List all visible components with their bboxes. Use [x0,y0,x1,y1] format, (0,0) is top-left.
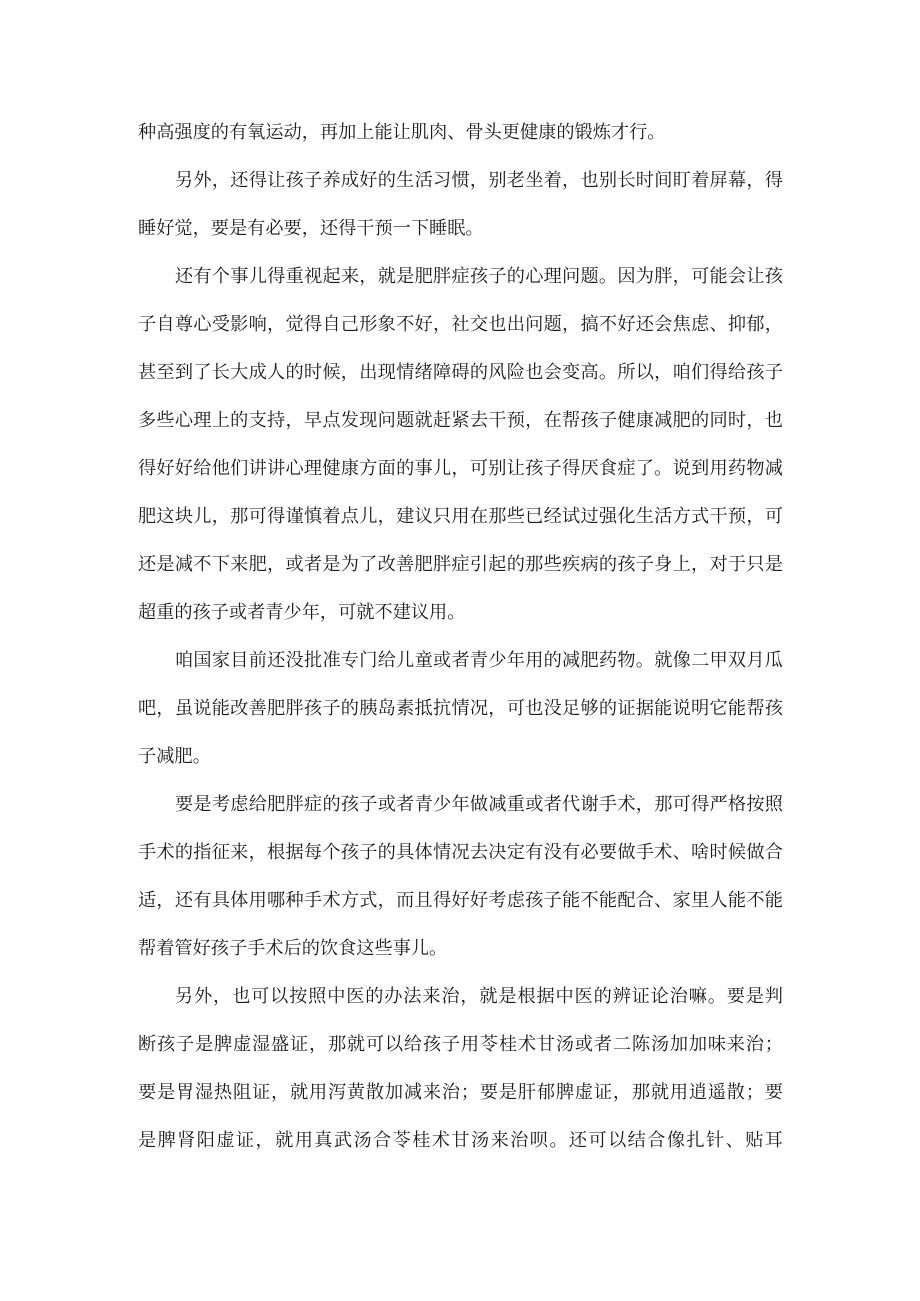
text-line: 子减肥。 [138,746,211,767]
text-line: 吧，虽说能改善肥胖孩子的胰岛素抵抗情况，可也没足够的证据能说明它能帮孩 [138,698,783,719]
paragraph [138,973,783,1165]
text-line: 手术的指征来，根据每个孩子的具体情况去决定有没有必要做手术、啥时候做合 [138,842,783,863]
paragraph [138,781,783,973]
text-line: 另外，也可以按照中医的办法来治，就是根据中医的辨证论治嘛。要是判 [175,986,783,1007]
text-line: 还是减不下来肥，或者是为了改善肥胖症引起的那些疾病的孩子身上，对于只是 [138,554,783,575]
text-line: 肥这块儿，那可得谨慎着点儿，建议只用在那些已经试过强化生活方式干预，可 [138,506,783,527]
text-line: 帮着管好孩子手术后的饮食这些事儿。 [138,938,448,959]
paragraph [138,253,783,637]
text-line: 多些心理上的支持，早点发现问题就赶紧去干预，在帮孩子健康减肥的同时，也 [138,410,783,431]
text-line: 是脾肾阳虚证，就用真武汤合苓桂术甘汤来治呗。还可以结合像扎针、贴耳 [138,1130,783,1151]
text-line: 要是考虑给肥胖症的孩子或者青少年做减重或者代谢手术，那可得严格按照 [175,794,783,815]
paragraph [138,637,783,781]
text-line: 咱国家目前还没批准专门给儿童或者青少年用的减肥药物。就像二甲双月瓜 [175,650,783,671]
text-line: 另外，还得让孩子养成好的生活习惯，别老坐着，也别长时间盯着屏幕，得 [175,170,783,191]
text-line: 甚至到了长大成人的时候，出现情绪障碍的风险也会变高。所以，咱们得给孩子 [138,362,783,383]
text-line: 还有个事儿得重视起来，就是肥胖症孩子的心理问题。因为胖，可能会让孩 [175,266,783,287]
text-line: 种高强度的有氧运动，再加上能让肌肉、骨头更健康的锻炼才行。 [138,122,666,143]
text-line: 睡好觉，要是有必要，还得干预一下睡眠。 [138,218,484,239]
text-line: 得好好给他们讲讲心理健康方面的事儿，可别让孩子得厌食症了。说到用药物减 [138,458,783,479]
paragraph [138,157,783,253]
text-line: 适，还有具体用哪种手术方式，而且得好好考虑孩子能不能配合、家里人能不能 [138,890,783,911]
text-line: 断孩子是脾虚湿盛证，那就可以给孩子用苓桂术甘汤或者二陈汤加加味来治； [138,1034,783,1055]
text-line: 子自尊心受影响，觉得自己形象不好，社交也出问题，搞不好还会焦虑、抑郁， [138,314,783,335]
paragraph [138,109,783,157]
text-line: 超重的孩子或者青少年，可就不建议用。 [138,602,466,623]
text-line: 要是胃湿热阻证，就用泻黄散加减来治；要是肝郁脾虚证，那就用逍遥散；要 [138,1082,783,1103]
body-text [138,109,783,1165]
